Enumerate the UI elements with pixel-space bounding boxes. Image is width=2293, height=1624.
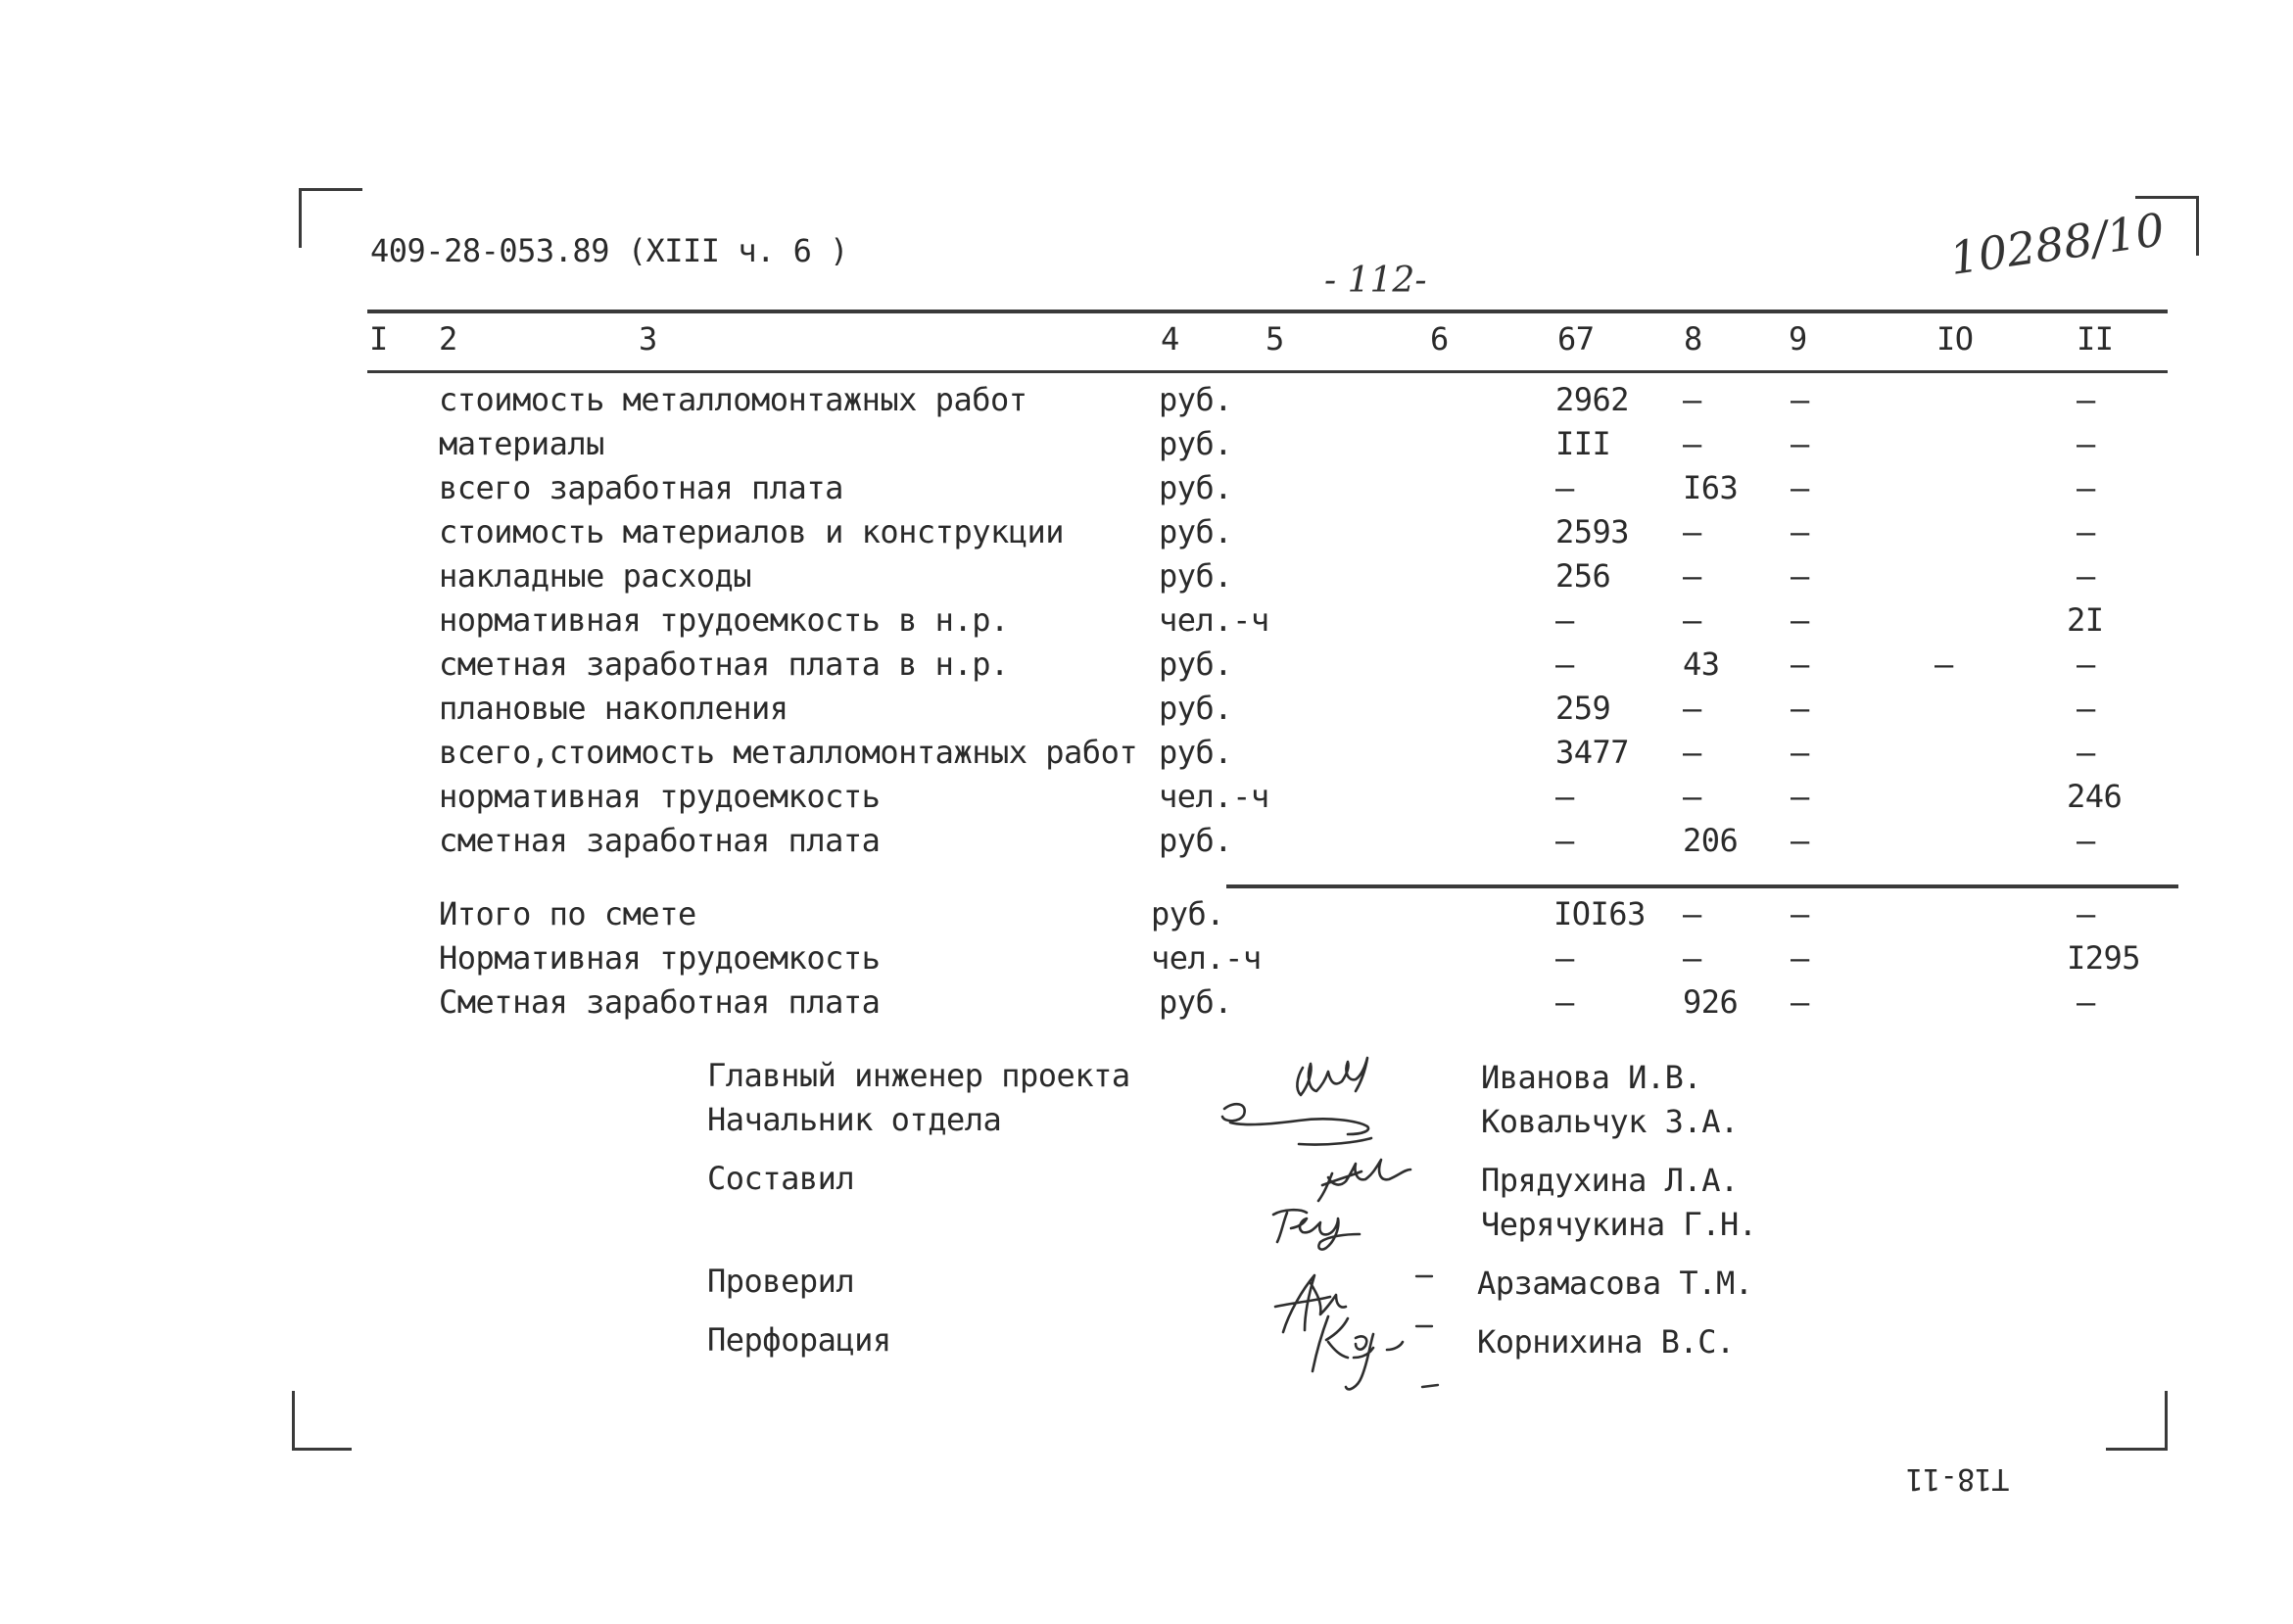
totals-row: [0, 983, 2293, 1031]
item-name: сметная заработная плата: [439, 822, 881, 859]
cell-col-11: –: [2077, 690, 2095, 727]
total-unit: руб.: [1151, 895, 1225, 932]
column-number: 6: [1430, 320, 1449, 358]
column-numbers-rule: [367, 370, 2168, 373]
cell-col-9: –: [1791, 734, 1809, 771]
handwritten-signatures: [1215, 1038, 1469, 1410]
cell-col-11: –: [2077, 469, 2095, 506]
signature-role: Составил: [707, 1160, 855, 1197]
cell-col-67: –: [1555, 469, 1574, 506]
item-unit: руб.: [1159, 425, 1233, 462]
cell-col-9: –: [1791, 690, 1809, 727]
item-name: материалы: [439, 425, 604, 462]
cell-col-8: I63: [1683, 469, 1739, 506]
cell-col-8: –: [1683, 895, 1701, 932]
item-unit: чел.-ч: [1159, 601, 1269, 639]
totals-row: [0, 939, 2293, 987]
cell-col-9: –: [1791, 557, 1809, 595]
item-name: плановые накопления: [439, 690, 788, 727]
table-row: [0, 601, 2293, 649]
cell-col-8: –: [1683, 601, 1701, 639]
cell-col-9: –: [1791, 822, 1809, 859]
cell-col-67: 259: [1555, 690, 1611, 727]
cell-col-67: 2593: [1555, 513, 1630, 550]
item-name: нормативная трудоемкость в н.р.: [439, 601, 1009, 639]
cell-col-9: –: [1791, 381, 1809, 418]
item-unit: руб.: [1159, 645, 1233, 683]
cell-col-67: III: [1555, 425, 1611, 462]
signature-role: Начальник отдела: [707, 1101, 1002, 1138]
cell-col-67: –: [1555, 983, 1574, 1021]
signature-arzamasova: [1275, 1275, 1346, 1332]
cell-col-11: –: [2077, 983, 2095, 1021]
cell-col-9: –: [1791, 778, 1809, 815]
signature-person: Черячукина Г.Н.: [1481, 1206, 1757, 1243]
cell-col-11: 246: [2067, 778, 2123, 815]
cell-col-67: –: [1555, 601, 1574, 639]
signature-person: Прядухина Л.А.: [1481, 1162, 1739, 1199]
column-number: 2: [439, 320, 457, 358]
cell-col-9: –: [1791, 469, 1809, 506]
item-name: сметная заработная плата в н.р.: [439, 645, 1009, 683]
item-unit: руб.: [1159, 381, 1233, 418]
signature-person: Ковальчук З.А.: [1481, 1103, 1739, 1140]
cell-col-8: –: [1683, 690, 1701, 727]
cell-col-11: –: [2077, 822, 2095, 859]
column-number: 4: [1161, 320, 1179, 358]
cell-col-9: –: [1791, 983, 1809, 1021]
column-number: II: [2077, 320, 2114, 358]
cell-col-8: –: [1683, 734, 1701, 771]
item-unit: чел.-ч: [1159, 778, 1269, 815]
table-row: [0, 425, 2293, 473]
cell-col-67: –: [1555, 822, 1574, 859]
cell-col-9: –: [1791, 513, 1809, 550]
table-row: [0, 381, 2293, 429]
cell-col-9: –: [1791, 425, 1809, 462]
cell-col-9: –: [1791, 601, 1809, 639]
item-unit: руб.: [1159, 734, 1233, 771]
item-unit: руб.: [1159, 513, 1233, 550]
total-unit: чел.-ч: [1151, 939, 1262, 977]
signature-person: Корнихина В.С.: [1477, 1323, 1735, 1361]
cell-col-8: 43: [1683, 645, 1720, 683]
cell-col-8: –: [1683, 557, 1701, 595]
cell-col-11: –: [2077, 645, 2095, 683]
signature-cheryachukina: [1273, 1210, 1360, 1249]
cell-col-67: 3477: [1555, 734, 1630, 771]
corner-mark-bottom-left: [292, 1391, 352, 1451]
column-number: IO: [1936, 320, 1974, 358]
cell-col-10: –: [1935, 645, 1953, 683]
cell-col-9: –: [1791, 895, 1809, 932]
archive-number: 10288/10: [1946, 202, 2169, 286]
cell-col-8: –: [1683, 513, 1701, 550]
signature-pryadukhina: [1318, 1160, 1410, 1201]
cell-col-8: –: [1683, 778, 1701, 815]
signature-role: Главный инженер проекта: [707, 1057, 1130, 1094]
total-name: Сметная заработная плата: [439, 983, 881, 1021]
cell-col-8: –: [1683, 381, 1701, 418]
column-number: 67: [1557, 320, 1595, 358]
cell-col-9: –: [1791, 645, 1809, 683]
signature-person: Иванова И.В.: [1481, 1059, 1702, 1096]
signature-role: Проверил: [707, 1263, 855, 1300]
table-row: [0, 513, 2293, 561]
cell-col-67: –: [1555, 778, 1574, 815]
item-name: всего заработная плата: [439, 469, 843, 506]
signature-role: Перфорация: [707, 1321, 891, 1359]
totals-rule: [1226, 884, 2178, 888]
cell-col-8: 926: [1683, 983, 1739, 1021]
cell-col-11: –: [2077, 513, 2095, 550]
column-number: 3: [639, 320, 657, 358]
corner-mark-bottom-right: [2106, 1391, 2168, 1451]
table-row: [0, 690, 2293, 738]
item-name: стоимость материалов и конструкции: [439, 513, 1065, 550]
total-unit: руб.: [1159, 983, 1233, 1021]
totals-row: [0, 895, 2293, 943]
table-row: [0, 778, 2293, 826]
cell-col-11: I295: [2067, 939, 2141, 977]
cell-col-8: –: [1683, 939, 1701, 977]
total-name: Итого по смете: [439, 895, 696, 932]
signature-person: Арзамасова Т.М.: [1477, 1265, 1753, 1302]
cell-col-67: –: [1555, 939, 1574, 977]
signature-kornikhina: [1313, 1316, 1403, 1389]
item-name: накладные расходы: [439, 557, 752, 595]
cell-col-11: –: [2077, 425, 2095, 462]
item-unit: руб.: [1159, 557, 1233, 595]
item-unit: руб.: [1159, 822, 1233, 859]
table-row: [0, 469, 2293, 517]
cell-col-11: –: [2077, 381, 2095, 418]
cell-col-8: 206: [1683, 822, 1739, 859]
cell-col-9: –: [1791, 939, 1809, 977]
cell-col-67: –: [1555, 645, 1574, 683]
table-row: [0, 734, 2293, 782]
cell-col-11: –: [2077, 557, 2095, 595]
column-number: I: [369, 320, 388, 358]
item-name: всего,стоимость металломонтажных работ: [439, 734, 1138, 771]
stamp-code: T18-11: [1906, 1461, 2010, 1496]
table-row: [0, 557, 2293, 605]
cell-col-11: 2I: [2067, 601, 2104, 639]
item-unit: руб.: [1159, 469, 1233, 506]
cell-col-67: 256: [1555, 557, 1611, 595]
cell-col-11: –: [2077, 734, 2095, 771]
table-row: [0, 822, 2293, 870]
item-name: нормативная трудоемкость: [439, 778, 881, 815]
cell-col-8: –: [1683, 425, 1701, 462]
cell-col-67: IOI63: [1553, 895, 1646, 932]
cell-col-11: –: [2077, 895, 2095, 932]
signature-ivanova: [1297, 1058, 1367, 1095]
document-code: 409-28-053.89 (XIII ч. 6 ): [370, 232, 848, 269]
column-number: 5: [1266, 320, 1284, 358]
corner-mark-top-left: [299, 188, 362, 248]
column-number: 9: [1789, 320, 1807, 358]
signature-kovalchuk: [1222, 1104, 1371, 1144]
item-name: стоимость металломонтажных работ: [439, 381, 1027, 418]
column-number: 8: [1684, 320, 1702, 358]
cell-col-67: 2962: [1555, 381, 1630, 418]
item-unit: руб.: [1159, 690, 1233, 727]
table-row: [0, 645, 2293, 693]
table-top-rule: [367, 310, 2168, 313]
page-number: - 112-: [1324, 261, 1427, 301]
total-name: Нормативная трудоемкость: [439, 939, 881, 977]
